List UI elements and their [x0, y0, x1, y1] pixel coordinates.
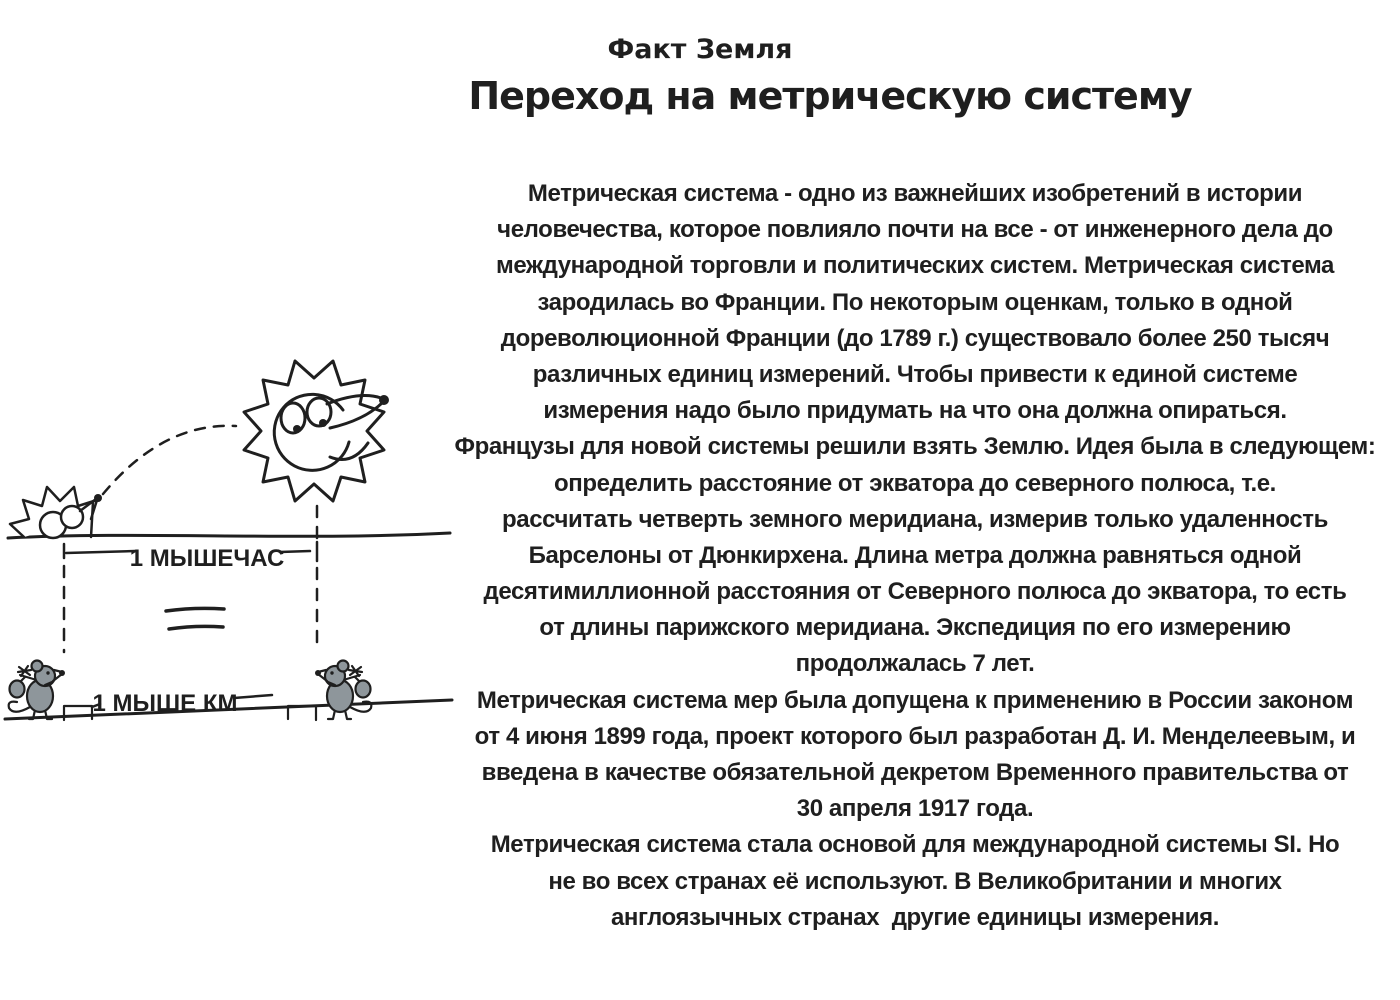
mousekm-line-right: [234, 695, 272, 698]
body-line: человечества, которое повлияло почти на все - от инженерного дела до: [497, 216, 1333, 244]
sun-rays: [244, 361, 384, 501]
paragraph: [425, 683, 1400, 828]
sun-mouse-icon: [244, 361, 389, 501]
body-line: Метрическая система - одно из важнейших изобретений в истории: [527, 180, 1303, 207]
body-line: рассчитать четверть земного меридиана, измерив только удаленность: [501, 505, 1328, 533]
body-line: зародилась во Франции. По некоторым оценкам, только в одной: [537, 288, 1293, 316]
body-line: продолжалась 7 лет.: [795, 650, 1035, 678]
body-line: Барселоны от Дюнкирхена. Длина метра должна равняться одной: [528, 541, 1302, 569]
article-text: [425, 176, 1400, 936]
mousehour-label: 1 МЫШЕЧАС: [129, 545, 285, 572]
mousekm-measure: [92, 690, 272, 717]
rising-sun-nose-dot: [94, 494, 102, 502]
body-line: от длины парижского меридиана. Экспедиция по его измерению: [539, 614, 1291, 642]
body-line: определить расстояние от экватора до северного полюса, т.е.: [554, 469, 1276, 497]
sun-pupil-left: [293, 425, 301, 433]
equals-bottom-stroke: [169, 626, 223, 629]
sun-pupil-right: [319, 419, 327, 427]
equals-sign: [166, 608, 224, 629]
sun-eye-left: [281, 403, 305, 433]
body-line: Метрическая система стала основой для международной системы SI. Но: [490, 831, 1340, 859]
body-line: не во всех странах её используют. В Великобритании и многих: [548, 867, 1282, 895]
paragraph: [425, 429, 1400, 682]
mousehour-measure: [66, 545, 310, 572]
mousehour-line-left: [66, 551, 135, 553]
dashed-guides: [64, 506, 317, 652]
body-line: от 4 июня 1899 года, проект которого был разработан Д. И. Менделеевым, и: [474, 722, 1356, 750]
paragraph: [425, 827, 1400, 936]
body-line: Метрическая система мер была допущена к применению в России законом: [476, 686, 1354, 714]
body-line: дореволюционной Франции (до 1789 г.) существовало более 250 тысяч: [500, 324, 1330, 352]
body-line: 30 апреля 1917 года.: [796, 795, 1034, 823]
page-title: Переход на метрическую систему: [468, 74, 1192, 118]
rising-sun-eye-right: [61, 506, 83, 528]
equals-top-stroke: [166, 608, 224, 611]
mousehour-line-right: [280, 551, 310, 552]
body-line: десятимиллионной расстояния от Северного полюса до экватора, то есть: [483, 578, 1347, 606]
traveler-mouse-right: [288, 661, 371, 721]
body-line: введена в качестве обязательной декретом Временного правительства от: [481, 759, 1349, 786]
body-line: Французы для новой системы решили взять Землю. Идея была в следующем:: [454, 433, 1376, 461]
sun-nose-dot: [379, 395, 389, 405]
rising-sun-mouse-icon: [10, 487, 102, 538]
body-line: международной торговли и политических систем. Метрическая система: [495, 252, 1334, 280]
trajectory-dashed-arc: [103, 426, 236, 494]
traveler-mouse-left: [9, 661, 92, 721]
metric-cartoon: [0, 340, 460, 740]
body-line: измерения надо было придумать на что она должна опираться.: [543, 397, 1287, 425]
sun-eye-right: [307, 398, 331, 426]
body-line: различных единиц измерений. Чтобы привести к единой системе: [532, 360, 1298, 388]
paragraph: [425, 176, 1400, 429]
horizon-line: [8, 533, 450, 538]
overtitle: Факт Земля: [607, 34, 793, 65]
body-line: англоязычных странах другие единицы измерения.: [610, 903, 1220, 931]
mousekm-label: 1 МЫШЕ КМ: [92, 690, 238, 717]
